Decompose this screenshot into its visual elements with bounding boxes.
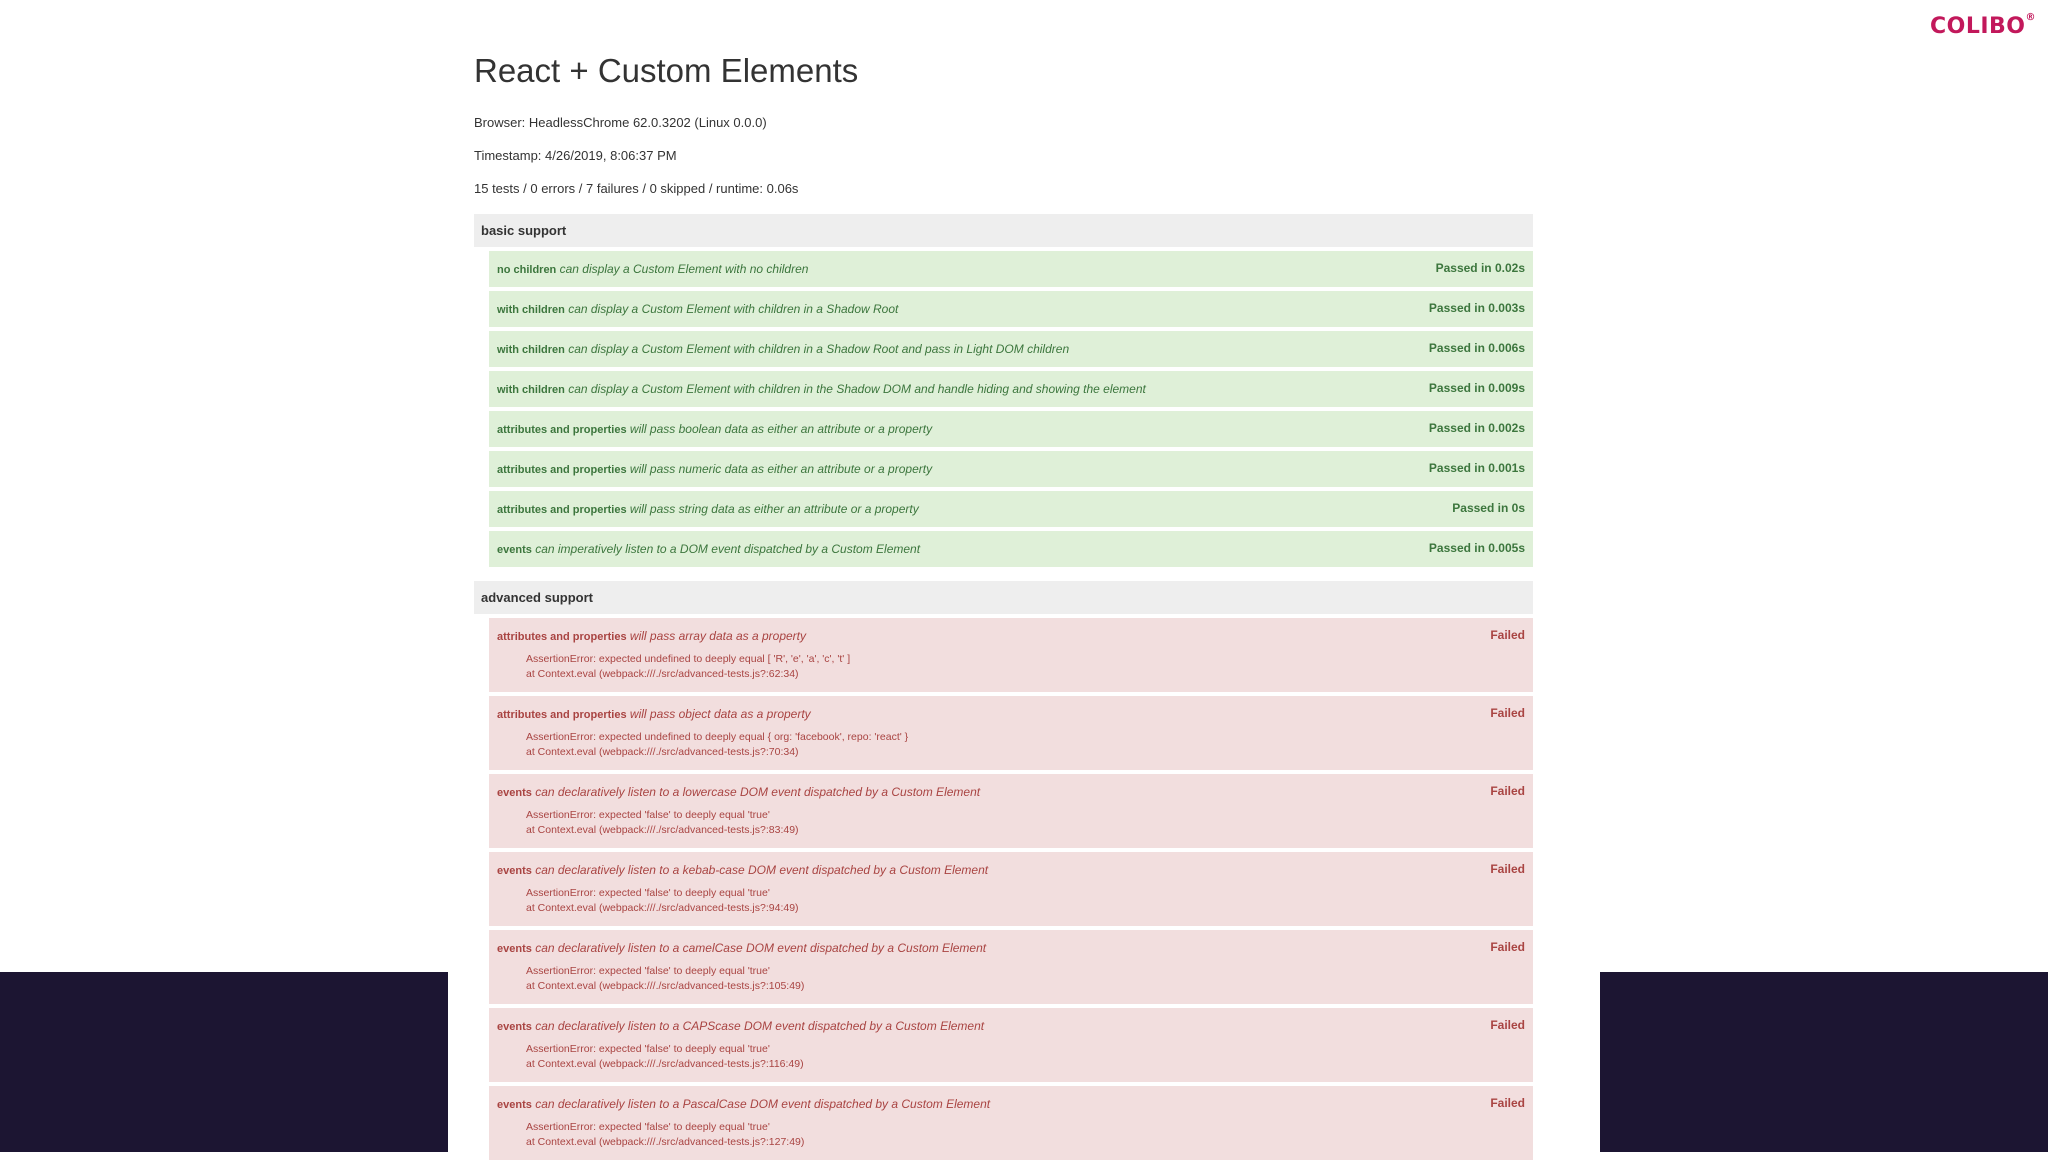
test-status: Passed in 0.02s <box>1435 261 1525 275</box>
test-group: with children <box>497 303 565 316</box>
test-description: can declaratively listen to a kebab-case DOM event dispatched by a Custom Element <box>535 863 989 877</box>
test-row-passed[interactable] <box>489 331 1533 367</box>
test-group: events <box>497 787 532 799</box>
test-status: Passed in 0.009s <box>1428 381 1525 395</box>
test-description: can declaratively listen to a lowercase DOM event dispatched by a Custom Element <box>535 785 981 799</box>
timestamp: Timestamp: 4/26/2019, 8:06:37 PM <box>474 148 677 163</box>
error-message: AssertionError: expected 'false' to deeply equal 'true' at Context.eval (webpack:///./src/advanced-tests.js?:127:49) <box>526 1121 805 1148</box>
test-group: with children <box>497 343 565 356</box>
error-message: AssertionError: expected 'false' to deeply equal 'true' at Context.eval (webpack:///./src/advanced-tests.js?:94:49) <box>526 887 799 914</box>
test-status: Failed <box>1490 862 1525 876</box>
test-group: attributes and properties <box>497 463 627 476</box>
error-message: AssertionError: expected 'false' to deeply equal 'true' at Context.eval (webpack:///./src/advanced-tests.js?:105:49) <box>526 965 805 992</box>
suite-header-advanced-support[interactable] <box>474 581 1533 614</box>
test-status: Failed <box>1490 940 1525 954</box>
test-description: can display a Custom Element with children in a Shadow Root and pass in Light DOM children <box>568 341 1070 356</box>
test-group: attributes and properties <box>497 503 627 516</box>
test-group: no children <box>497 263 557 276</box>
test-status: Passed in 0.001s <box>1428 461 1525 475</box>
test-row-passed[interactable] <box>489 491 1533 527</box>
test-row-failed[interactable] <box>489 1008 1533 1082</box>
test-row-failed[interactable] <box>489 852 1533 926</box>
error-message: AssertionError: expected 'false' to deeply equal 'true' at Context.eval (webpack:///./src/advanced-tests.js?:83:49) <box>526 809 799 836</box>
suite-header-basic-support[interactable] <box>474 214 1533 247</box>
error-message: AssertionError: expected 'false' to deeply equal 'true' at Context.eval (webpack:///./src/advanced-tests.js?:116:49) <box>526 1043 804 1070</box>
test-group: events <box>497 865 532 877</box>
browser-info: Browser: HeadlessChrome 62.0.3202 (Linux 0.0.0) <box>474 115 767 130</box>
test-row-passed[interactable] <box>489 411 1533 447</box>
test-description: can declaratively listen to a CAPScase DOM event dispatched by a Custom Element <box>535 1019 985 1033</box>
test-status: Passed in 0.006s <box>1428 341 1525 355</box>
test-status: Failed <box>1490 1096 1525 1110</box>
test-status: Failed <box>1490 1018 1525 1032</box>
test-summary: 15 tests / 0 errors / 7 failures / 0 skipped / runtime: 0.06s <box>474 181 799 196</box>
report-title: React + Custom Elements <box>474 52 859 89</box>
test-row-passed[interactable] <box>489 251 1533 287</box>
test-row-failed[interactable] <box>489 1086 1533 1160</box>
test-description: can display a Custom Element with no children <box>559 261 809 276</box>
test-description: can declaratively listen to a PascalCase DOM event dispatched by a Custom Element <box>535 1097 991 1111</box>
test-status: Failed <box>1490 628 1525 642</box>
test-row-failed[interactable] <box>489 930 1533 1004</box>
test-group: events <box>497 1099 532 1111</box>
test-row-failed[interactable] <box>489 774 1533 848</box>
test-status: Failed <box>1490 706 1525 720</box>
error-message: AssertionError: expected undefined to deeply equal { org: 'facebook', repo: 'react' } at Context.eval (webpack:///./src/advanced-tests.js?:70:34) <box>526 731 909 758</box>
test-description: can imperatively listen to a DOM event dispatched by a Custom Element <box>535 541 921 556</box>
test-status: Passed in 0.002s <box>1428 421 1525 435</box>
brand-mark: ® <box>2025 12 2036 23</box>
test-description: will pass array data as a property <box>629 629 807 643</box>
suite-name: advanced support <box>481 590 593 605</box>
test-group: attributes and properties <box>497 631 627 643</box>
test-row-passed[interactable] <box>489 291 1533 327</box>
test-group: attributes and properties <box>497 423 627 436</box>
test-description: will pass string data as either an attribute or a property <box>629 501 919 516</box>
brand-name: COLIBO <box>1929 14 2026 39</box>
test-row-failed[interactable] <box>489 618 1533 692</box>
test-group: events <box>497 543 532 556</box>
test-status: Failed <box>1490 784 1525 798</box>
test-description: will pass numeric data as either an attribute or a property <box>629 461 933 476</box>
test-description: will pass boolean data as either an attribute or a property <box>629 421 933 436</box>
colibo-logo <box>1930 14 2036 39</box>
test-status: Passed in 0.005s <box>1428 541 1525 555</box>
test-description: can declaratively listen to a camelCase DOM event dispatched by a Custom Element <box>535 941 987 955</box>
suite-basic-support-tests <box>489 251 1533 571</box>
test-description: can display a Custom Element with children in the Shadow DOM and handle hiding and showing the element <box>568 381 1146 396</box>
test-status: Passed in 0.003s <box>1428 301 1525 315</box>
test-row-passed[interactable] <box>489 531 1533 567</box>
test-description: can display a Custom Element with children in a Shadow Root <box>568 301 899 316</box>
test-row-passed[interactable] <box>489 371 1533 407</box>
test-group: events <box>497 1021 532 1033</box>
test-description: will pass object data as a property <box>629 707 811 721</box>
test-row-passed[interactable] <box>489 451 1533 487</box>
test-group: attributes and properties <box>497 709 627 721</box>
test-group: with children <box>497 383 565 396</box>
error-message: AssertionError: expected undefined to deeply equal [ 'R', 'e', 'a', 'c', 't' ] at Context.eval (webpack:///./src/advanced-tests.js?:62:34) <box>526 653 851 680</box>
suite-advanced-support-tests <box>489 618 1533 1164</box>
test-status: Passed in 0s <box>1452 501 1525 515</box>
suite-name: basic support <box>481 223 567 238</box>
test-group: events <box>497 943 532 955</box>
test-row-failed[interactable] <box>489 696 1533 770</box>
